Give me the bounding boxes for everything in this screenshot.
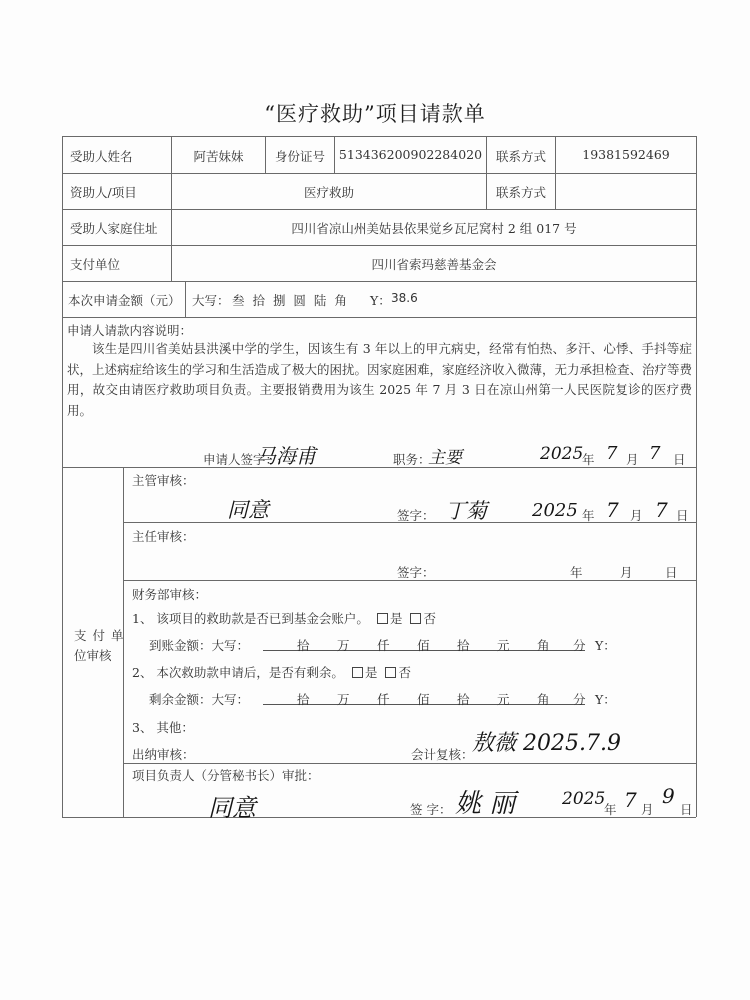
pm-year: 2025 <box>562 789 606 809</box>
q1-yes-label: 是 <box>389 611 403 626</box>
payer-label: 支付单位 <box>70 257 121 272</box>
finance-q2 <box>132 663 411 681</box>
recipient-name-value: 阿苦妹妹 <box>193 149 244 164</box>
amount-num-label: Y： <box>370 293 391 308</box>
id-number-value: 513436200902284020 <box>338 147 483 162</box>
received-unit: 佰 <box>417 638 430 653</box>
description-label: 申请人请款内容说明： <box>67 323 193 338</box>
pm-month: 7 <box>624 788 637 812</box>
pm-sig-label: 签 字： <box>410 802 452 817</box>
row-divider <box>62 173 696 174</box>
amount-upper-value: 叁 拾 捌 圆 陆 角 <box>232 293 349 308</box>
director-label: 主任审核： <box>132 529 195 544</box>
director-sig-label: 签字： <box>397 565 435 580</box>
q2-no-checkbox[interactable] <box>385 667 396 678</box>
position-value: 主要 <box>428 448 462 468</box>
contact-label: 联系方式 <box>495 149 546 164</box>
recipient-name-label: 受助人姓名 <box>70 149 133 164</box>
remaining-unit: 分 <box>573 692 586 707</box>
received-amount-label: 到账金额：大写： <box>149 638 250 653</box>
received-unit: 元 <box>497 638 510 653</box>
q2-no-label: 否 <box>398 665 411 680</box>
position-label: 职务： <box>393 452 431 467</box>
col-divider <box>185 281 186 317</box>
supervisor-year-label: 年 <box>582 508 595 523</box>
finance-q1 <box>132 609 436 627</box>
payer-value: 四川省索玛慈善基金会 <box>371 257 497 272</box>
remaining-yen-label: Y： <box>595 692 616 707</box>
remaining-amount-label: 剩余金额：大写： <box>149 692 250 707</box>
q1-no-label: 否 <box>423 611 436 626</box>
address-value: 四川省凉山州美姑县依果觉乡瓦尼窝村 2 组 017 号 <box>291 221 577 236</box>
row-divider <box>62 281 696 282</box>
applicant-date-day: 7 <box>649 443 661 464</box>
finance-q3: 3、 其他： <box>132 720 194 735</box>
received-unit: 分 <box>573 638 586 653</box>
supervisor-month: 7 <box>606 498 619 522</box>
row-divider <box>62 209 696 210</box>
contact-value: 19381592469 <box>582 147 670 162</box>
remaining-unit: 万 <box>337 692 350 707</box>
received-unit: 仟 <box>377 638 390 653</box>
accountant-signature: 敖薇 2025.7.9 <box>472 731 621 756</box>
day-label: 日 <box>673 452 686 467</box>
pm-day-label: 日 <box>680 802 693 817</box>
table-border-right <box>696 136 697 817</box>
month-label: 月 <box>626 452 639 467</box>
remaining-unit: 拾 <box>297 692 310 707</box>
pm-opinion: 同意 <box>208 794 256 822</box>
received-yen-label: Y： <box>595 638 616 653</box>
remaining-unit: 仟 <box>377 692 390 707</box>
table-border-left <box>62 136 63 817</box>
remaining-unit: 角 <box>537 692 550 707</box>
supervisor-month-label: 月 <box>630 508 643 523</box>
sponsor-label: 资助人/项目 <box>70 185 137 200</box>
pm-label: 项目负责人（分管秘书长）审批： <box>132 768 320 783</box>
pm-year-label: 年 <box>604 802 617 817</box>
description-text: 该生是四川省美姑县洪溪中学的学生，因该生有 3 年以上的甲亢病史，经常有怕热、多汗、心悸、手抖等症状，上述病症给该生的学习和生活造成了极大的困扰。因家庭困难，家庭经济收入微薄，无力承担检查、治疗等费用，故交由请医疗救助项目负责。主要报销费用为该生 2025 年 7 月 3 日在凉山州第一人民医院复诊的医疗费用。 <box>67 341 693 418</box>
applicant-date-year: 2025 <box>540 444 584 464</box>
finance-label: 财务部审核： <box>132 587 208 602</box>
received-unit: 拾 <box>457 638 470 653</box>
row-divider <box>123 763 696 764</box>
pm-month-label: 月 <box>641 802 654 817</box>
side-label-line1: 支 付 单 <box>74 628 125 643</box>
amount-label: 本次申请金额（元） <box>68 293 181 308</box>
supervisor-day: 7 <box>655 498 668 522</box>
supervisor-sig-label: 签字： <box>397 508 435 523</box>
row-divider <box>62 467 696 468</box>
q2-yes-label: 是 <box>364 665 378 680</box>
remaining-unit: 拾 <box>457 692 470 707</box>
applicant-signature: 马海甫 <box>256 444 316 468</box>
received-unit: 拾 <box>297 638 310 653</box>
applicant-date-month: 7 <box>606 443 618 464</box>
received-unit: 万 <box>337 638 350 653</box>
q2-yes-checkbox[interactable] <box>352 667 363 678</box>
q1-text: 1、 该项目的救助款是否已到基金会账户。 <box>132 611 369 626</box>
table-border-bottom <box>62 817 696 818</box>
sponsor-contact-label: 联系方式 <box>495 185 546 200</box>
supervisor-label: 主管审核： <box>132 473 195 488</box>
year-label: 年 <box>582 452 595 467</box>
address-label: 受助人家庭住址 <box>70 221 158 236</box>
supervisor-year: 2025 <box>532 500 578 521</box>
director-day-label: 日 <box>665 565 678 580</box>
applicant-signature-label: 申请人签字： <box>203 452 279 467</box>
director-year-label: 年 <box>570 565 583 580</box>
remaining-unit: 元 <box>497 692 510 707</box>
pm-day: 9 <box>662 784 675 808</box>
row-divider <box>62 245 696 246</box>
remaining-unit: 佰 <box>417 692 430 707</box>
q2-text: 2、 本次救助款申请后，是否有剩余。 <box>132 665 344 680</box>
supervisor-opinion: 同意 <box>227 498 269 522</box>
table-border-top <box>62 136 696 137</box>
pm-signature: 姚 丽 <box>455 789 516 819</box>
form-title: “医疗救助”项目请款单 <box>264 102 486 126</box>
cashier-label: 出纳审核： <box>132 747 195 762</box>
q1-yes-checkbox[interactable] <box>377 613 388 624</box>
amount-upper-label: 大写： <box>192 293 230 308</box>
accountant-label: 会计复核： <box>411 747 474 762</box>
supervisor-signature: 丁菊 <box>445 499 487 523</box>
row-divider <box>62 317 696 318</box>
supervisor-day-label: 日 <box>676 508 689 523</box>
amount-num-value: 38.6 <box>391 291 418 305</box>
side-label-line2: 位审核 <box>74 648 112 663</box>
sponsor-value: 医疗救助 <box>303 185 354 200</box>
q1-no-checkbox[interactable] <box>410 613 421 624</box>
director-month-label: 月 <box>620 565 633 580</box>
id-label: 身份证号 <box>274 149 325 164</box>
received-unit: 角 <box>537 638 550 653</box>
